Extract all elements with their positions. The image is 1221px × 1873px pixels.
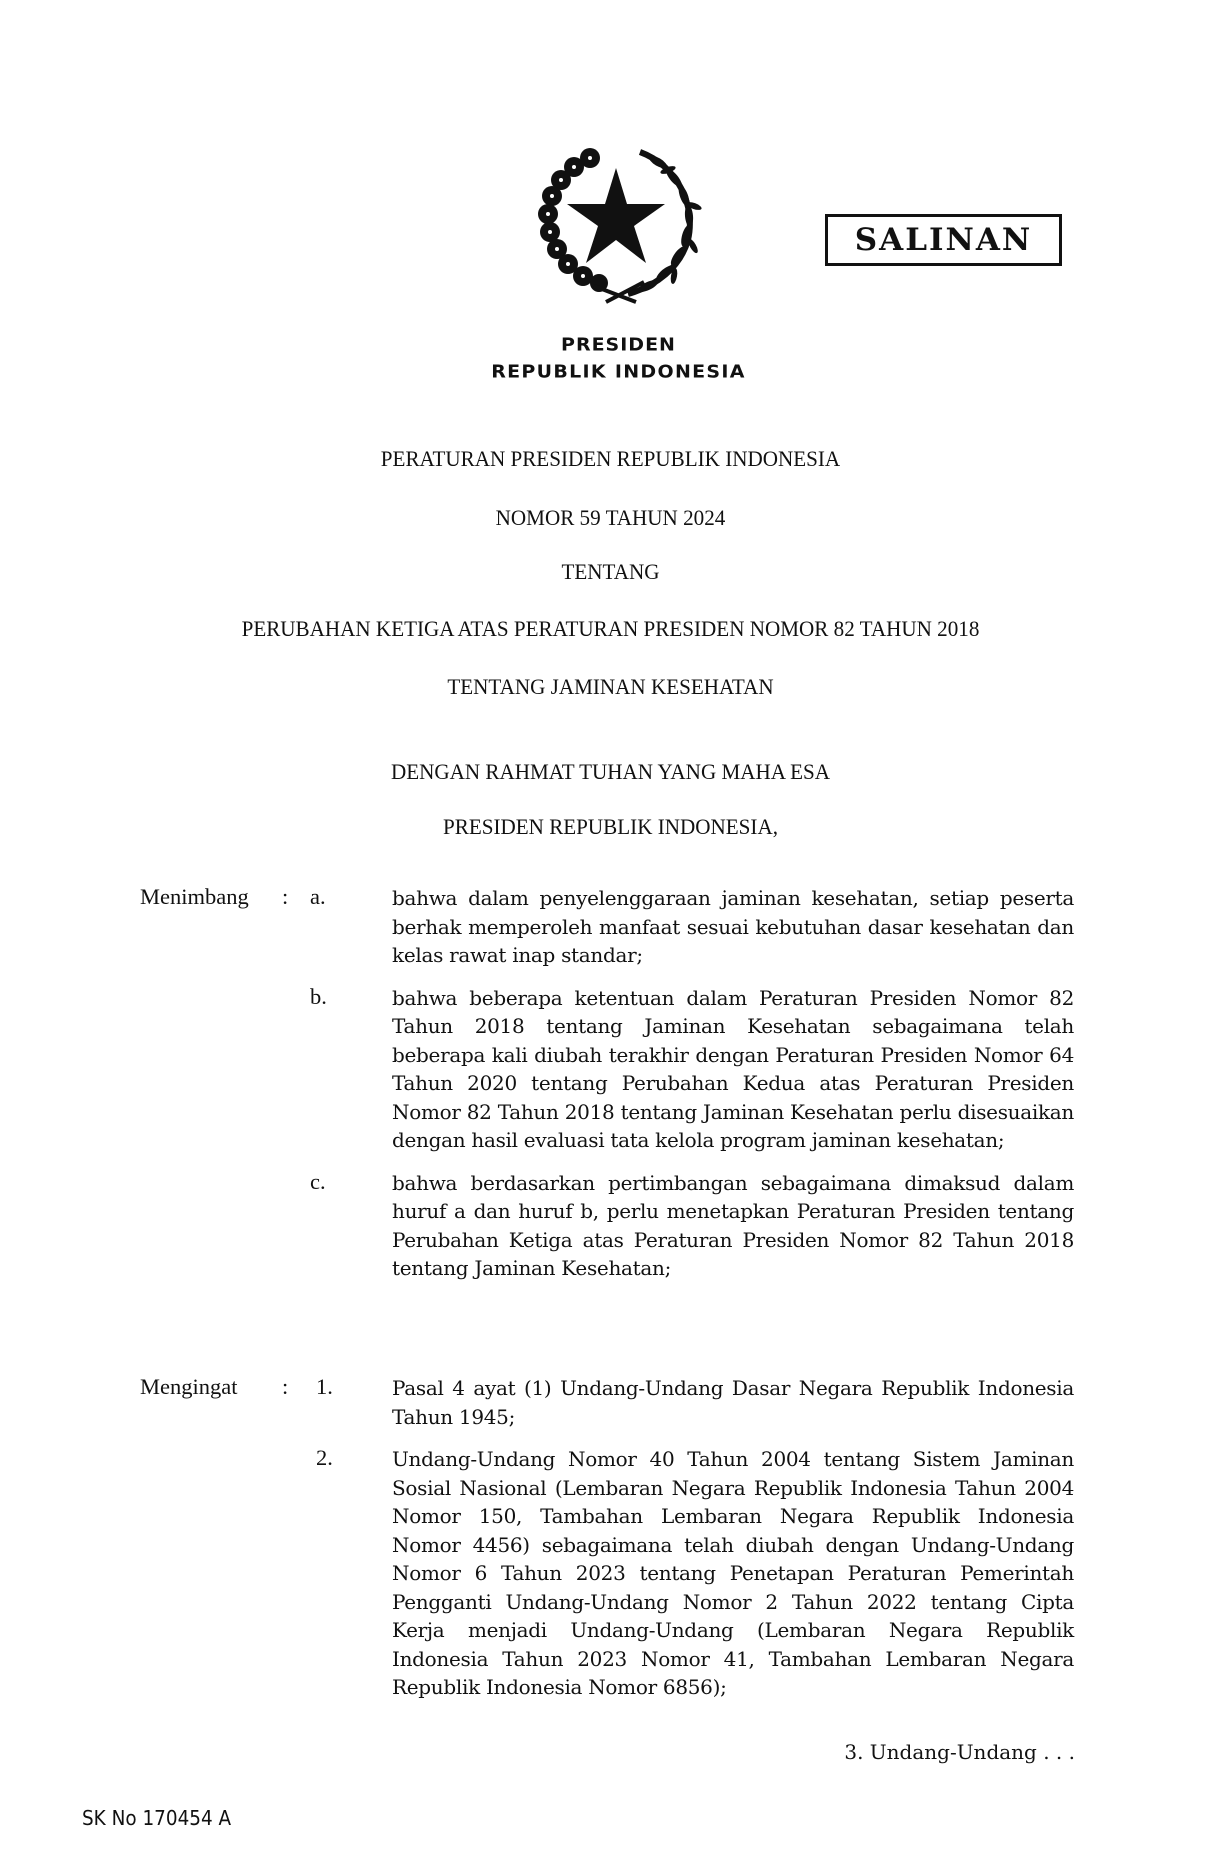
tentang-label: TENTANG (561, 559, 660, 584)
menimbang-item-b (140, 984, 1080, 1155)
item-text: bahwa berdasarkan pertimbangan sebagaimana dimaksud dalam huruf a dan huruf b, perlu menetapkan Peraturan Presiden tentang Perubahan Ketiga atas Peraturan Presiden Nomor 82 Tahun 2018 tentang Jaminan Kesehatan; (392, 1170, 1074, 1280)
menimbang-colon: : (282, 884, 289, 909)
menimbang-section (140, 884, 1080, 1297)
sk-serial-number: SK No 170454 A (82, 1806, 232, 1830)
page-continuation-catchword: 3. Undang-Undang . . . (844, 1740, 1075, 1764)
item-marker: c. (310, 1168, 326, 1194)
regulation-number: NOMOR 59 TAHUN 2024 (495, 505, 726, 530)
mengingat-colon: : (282, 1374, 289, 1399)
item-marker: 2. (316, 1445, 333, 1470)
presidential-seal-icon (528, 136, 704, 312)
item-text: Undang-Undang Nomor 40 Tahun 2004 tentang Sistem Jaminan Sosial Nasional (Lembaran Negara Republik Indonesia Tahun 2004 Nomor 150, Tambahan Lembaran Negara Republik Indonesia Nomor 4456) sebagaimana telah diubah dengan Undang-Undang Nomor 6 Tahun 2023 tentang Penetapan Peraturan Pemerintah Pengganti Undang-Undang Nomor 2 Tahun 2022 tentang Cipta Kerja menjadi Undang-Undang (Lembaran Negara Republik Indonesia Tahun 2023 Nomor 41, Tambahan Lembaran Negara Republik Indonesia Nomor 6856); (392, 1447, 1074, 1699)
item-text: bahwa beberapa ketentuan dalam Peraturan Presiden Nomor 82 Tahun 2018 tentang Jaminan Kesehatan sebagaimana telah beberapa kali diubah terakhir dengan Peraturan Presiden Nomor 64 Tahun 2020 tentang Perubahan Kedua atas Peraturan Presiden Nomor 82 Tahun 2018 tentang Jaminan Kesehatan perlu disesuaikan dengan hasil evaluasi tata kelola program jaminan kesehatan; (392, 985, 1074, 1152)
institution-line-2: REPUBLIK INDONESIA (491, 361, 746, 383)
star-wreath-icon (528, 136, 704, 312)
menimbang-item-c (140, 1169, 1080, 1283)
invocation: DENGAN RAHMAT TUHAN YANG MAHA ESA (390, 759, 831, 784)
regulation-type-title: PERATURAN PRESIDEN REPUBLIK INDONESIA (380, 446, 841, 471)
copy-stamp-label: SALINAN (854, 222, 1033, 258)
regulation-subject-line-1: PERUBAHAN KETIGA ATAS PERATURAN PRESIDEN NOMOR 82 TAHUN 2018 (241, 616, 980, 641)
mengingat-section (140, 1374, 1080, 1716)
issuer: PRESIDEN REPUBLIK INDONESIA, (442, 814, 778, 839)
menimbang-label: Menimbang (140, 884, 249, 909)
regulation-subject-line-2: TENTANG JAMINAN KESEHATAN (447, 674, 774, 699)
item-text: bahwa dalam penyelenggaraan jaminan kesehatan, setiap peserta berhak memperoleh manfaat sesuai kebutuhan dasar kesehatan dan kelas rawat inap standar; (392, 886, 1074, 967)
mengingat-item-2 (140, 1445, 1080, 1702)
item-text: Pasal 4 ayat (1) Undang-Undang Dasar Negara Republik Indonesia Tahun 1945; (392, 1376, 1074, 1429)
mengingat-label: Mengingat (140, 1374, 238, 1399)
institution-line-1: PRESIDEN (561, 334, 676, 356)
copy-stamp-salinan (825, 214, 1062, 266)
mengingat-item-1 (140, 1374, 1080, 1431)
item-marker: a. (310, 884, 326, 909)
menimbang-item-a (140, 884, 1080, 970)
item-marker: b. (310, 983, 327, 1009)
item-marker: 1. (316, 1374, 333, 1399)
